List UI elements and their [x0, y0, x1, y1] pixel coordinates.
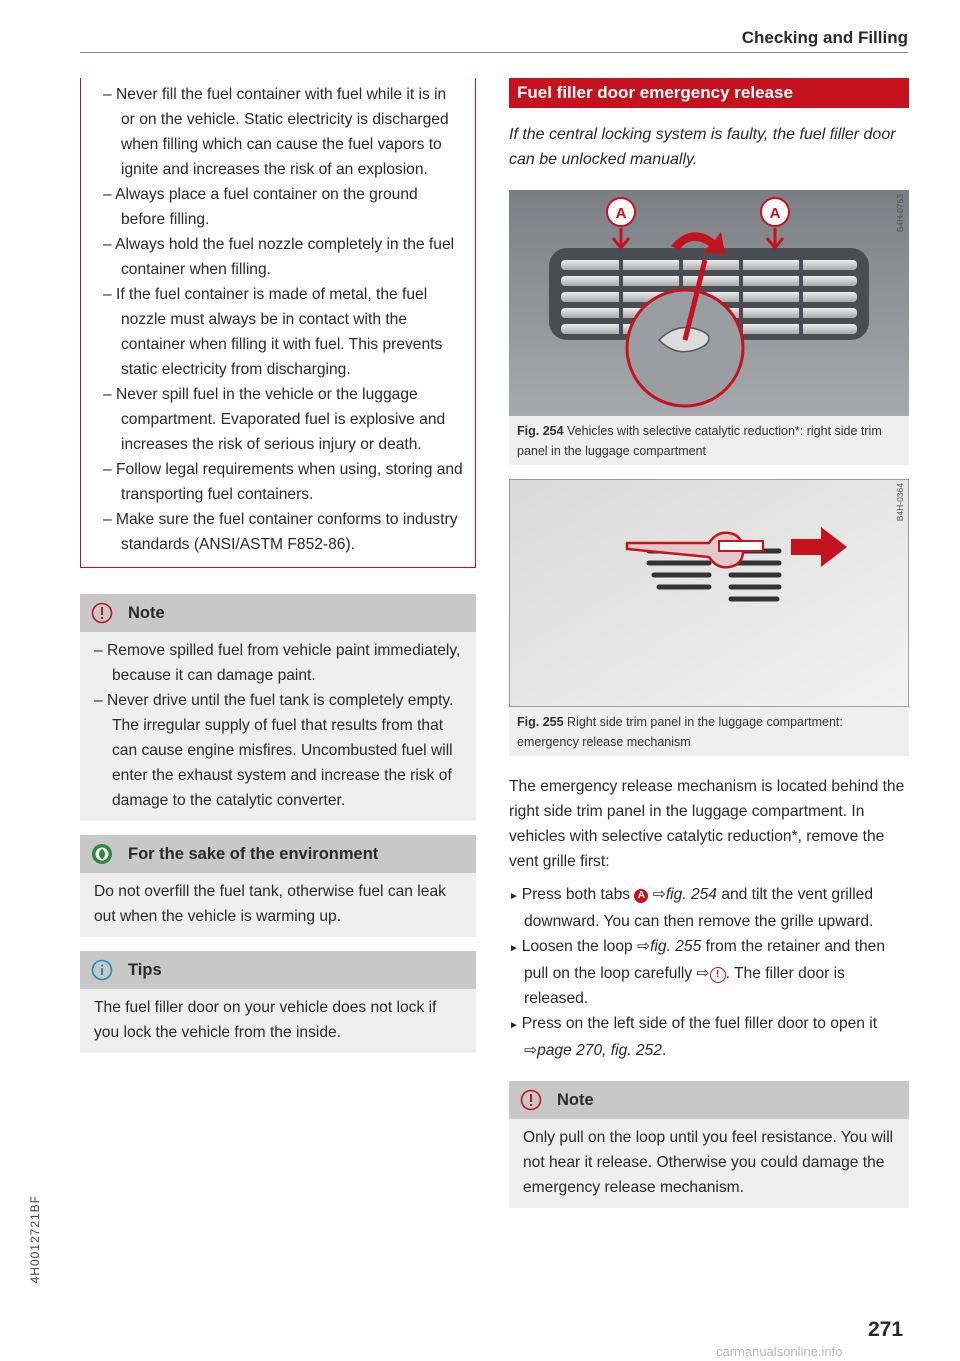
arrow-icon: ⇨ [524, 1042, 538, 1059]
fig-254-link[interactable]: fig. 254 [665, 886, 717, 903]
figure-254-label-a: A [769, 205, 781, 222]
step-2-text-cont: from the retainer and then pull on the loop carefully [524, 938, 886, 982]
step-list [509, 882, 909, 1063]
arrow-icon: ⇨ [637, 938, 651, 955]
figure-254-illustration [509, 190, 909, 416]
figure-254-code: B4H-0753 [895, 194, 905, 233]
fig-255-link[interactable]: fig. 255 [650, 938, 702, 955]
note-header [80, 594, 476, 632]
note-list [94, 638, 462, 813]
caution-icon [519, 1088, 543, 1112]
figure-254-label-a: A [615, 205, 627, 222]
step-1-text: Press both tabs [521, 886, 631, 903]
right-column [509, 78, 909, 1208]
tips-text: The fuel filler door on your vehicle does not lock if you lock the vehicle from the inside. [94, 999, 437, 1041]
environment-text: Do not overfill the fuel tank, otherwise fuel can leak out when the vehicle is warming up. [94, 883, 446, 925]
environment-header [80, 835, 476, 873]
step-item [509, 934, 909, 1011]
document-code: 4H0012721BF [28, 1195, 42, 1284]
tips-title: Tips [128, 960, 162, 979]
tips-box [80, 951, 476, 1053]
step-1-text-cont: and tilt the vent grilled downward. You can then remove the grille upward. [524, 886, 874, 930]
step-3-text-end: . [661, 1042, 667, 1059]
environment-icon [90, 842, 114, 866]
arrow-icon: ⇨ [696, 965, 710, 982]
figure-255-illustration [509, 479, 909, 707]
step-item [509, 882, 909, 934]
right-note-text: Only pull on the loop until you feel resistance. You will not hear it release. Otherwise you could damage the emergency release mechanism. [523, 1129, 894, 1196]
figure-255-code: B4H-0364 [895, 483, 905, 522]
right-note-box [509, 1081, 909, 1208]
page-header [80, 24, 908, 53]
right-note-header [509, 1081, 909, 1119]
environment-box [80, 835, 476, 937]
step-item [509, 1011, 909, 1063]
tab-a-marker: A [634, 889, 648, 903]
figure-255-caption [509, 707, 909, 756]
warning-item: – Follow legal requirements when using, storing and transporting fuel containers. [103, 457, 463, 507]
note-item: – Never drive until the fuel tank is completely empty. The irregular supply of fuel that results from that can cause engine misfires. Uncombusted fuel will enter the exhaust system and increase the risk of damage to the catalytic converter. [94, 688, 462, 813]
step-2-text: Loosen the loop [521, 938, 633, 955]
environment-title: For the sake of the environment [128, 844, 379, 863]
figure-254-caption [509, 416, 909, 465]
caution-icon [90, 601, 114, 625]
page-270-link[interactable]: page 270, fig. 252 [537, 1042, 662, 1059]
figure-255-caption-text: Right side trim panel in the luggage compartment: emergency release mechanism [517, 715, 843, 749]
figure-254-number: Fig. 254 [517, 424, 564, 438]
body-text: The emergency release mechanism is located behind the right side trim panel in the luggage compartment. In vehicles with selective catalytic reduction*, remove the vent grille first: [509, 778, 905, 870]
figure-255 [509, 479, 909, 707]
right-note-title: Note [557, 1090, 594, 1109]
note-title: Note [128, 603, 165, 622]
warning-box [80, 78, 476, 568]
figure-254-caption-text: Vehicles with selective catalytic reduction*: right side trim panel in the luggage compartment [517, 424, 882, 458]
arrow-icon: ⇨ [652, 886, 666, 903]
warning-item: – Make sure the fuel container conforms to industry standards (ANSI/ASTM F852-86). [103, 507, 463, 557]
step-2-text-end: . The filler door is released. [524, 965, 845, 1007]
warning-item: – Never fill the fuel container with fuel while it is in or on the vehicle. Static electricity is discharged when filling which can cause the fuel vapors to ignite and increases the risk of an explosion. [103, 82, 463, 182]
warning-item: – Never spill fuel in the vehicle or the luggage compartment. Evaporated fuel is explosive and increases the risk of serious injury or death. [103, 382, 463, 457]
page-header-title: Checking and Filling [741, 28, 908, 47]
left-column [80, 78, 476, 1053]
warning-list [103, 82, 463, 557]
warning-item: – Always place a fuel container on the ground before filling. [103, 182, 463, 232]
info-icon [90, 958, 114, 982]
figure-255-number: Fig. 255 [517, 715, 564, 729]
warning-item: – Always hold the fuel nozzle completely in the fuel container when filling. [103, 232, 463, 282]
section-title: Fuel filler door emergency release [509, 78, 909, 108]
watermark: carmanualsonline.info [716, 1344, 843, 1359]
tips-header [80, 951, 476, 989]
warning-item: – If the fuel container is made of metal, the fuel nozzle must always be in contact with the container when filling it with fuel. This prevents static electricity from discharging. [103, 282, 463, 382]
page-number: 271 [868, 1318, 904, 1341]
note-item: – Remove spilled fuel from vehicle paint immediately, because it can damage paint. [94, 638, 462, 688]
figure-254 [509, 190, 909, 416]
section-intro: If the central locking system is faulty, the fuel filler door can be unlocked manually. [509, 126, 896, 168]
note-box [80, 594, 476, 821]
step-3-text: Press on the left side of the fuel filler door to open it [521, 1015, 878, 1032]
caution-ref-icon[interactable]: ! [710, 967, 726, 983]
